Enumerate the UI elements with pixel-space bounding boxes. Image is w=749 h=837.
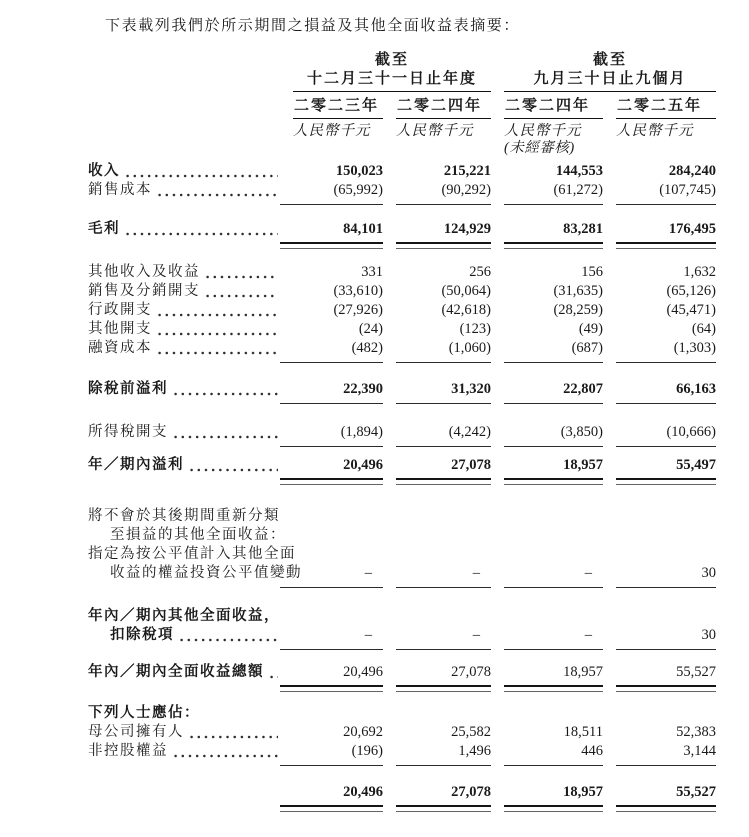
value-cell-row6-col1 [383,282,491,301]
value: (1,060) [448,340,491,356]
value: (1,303) [673,340,716,356]
value: 156 [581,264,603,280]
dot-leader [204,268,278,282]
value: (50,064) [441,283,491,299]
value-cell-row7-col2 [491,301,603,320]
value-cell-row7-col0 [280,301,383,320]
value-cell-row18-col2 [491,564,603,583]
value-cell-row22-col0 [280,663,383,682]
value-cell-row18-col3 [603,564,716,583]
value: 55,527 [676,784,716,800]
value-cell-row11-col1 [383,380,491,399]
value-cell-row1-col3 [603,181,716,200]
value: (33,610) [333,283,383,299]
value: – [364,627,372,643]
row-label-cell [88,704,280,723]
value: (42,618) [441,302,491,318]
dot-leader [188,461,278,475]
period-group-interim [504,51,716,92]
value-cell-row22-col2 [491,663,603,682]
row-label: 指定為按公平值計入其他全面 [88,546,296,562]
dot-leader [156,344,278,358]
dot-leader [124,225,278,239]
dot-leader [124,167,278,181]
dot-leader [156,186,278,200]
value-cell-row20-col2 [491,626,603,645]
value-cell-row1-col1 [383,181,491,200]
table-row [88,704,749,723]
row-label: 下列人士應佔： [88,705,200,721]
value-cell-row7-col1 [383,301,491,320]
table-row [88,380,749,399]
value-cell-row0-col2 [491,162,603,181]
unaudited-note: (未經審核) [504,140,575,156]
value: – [364,565,372,581]
value: (1,894) [340,424,383,440]
row-label: 非控股權益 [88,743,168,759]
value-cell-row0-col1 [383,162,491,181]
year-header-2024: 二零二四年 [396,92,491,119]
value: – [584,627,592,643]
row-label: 年內／期內其他全面收益， [88,608,280,624]
row-label: 除稅前溢利 [88,381,168,397]
row-label-cell [88,301,280,320]
value: 18,957 [563,664,603,680]
value-cell-row20-col3 [603,626,716,645]
value-cell-row8-col1 [383,320,491,339]
row-label: 至損益的其他全面收益： [110,527,286,543]
unit-label-3: 人民幣千元 [504,123,582,139]
value: 150,023 [335,163,383,179]
table-row [88,263,749,282]
value-cell-row8-col0 [280,320,383,339]
value-cell-row13-col2 [491,423,603,442]
unit-label-1: 人民幣千元 [293,123,371,139]
value-cell-row3-col1 [383,220,491,239]
row-label: 銷售成本 [88,182,152,198]
value: 3,144 [683,743,716,759]
value: 18,511 [563,724,603,740]
row-label-cell [88,456,280,475]
value-cell-row15-col3 [603,456,716,475]
row-label-cell [88,423,280,442]
row-label: 收益的權益投資公平值變動 [110,565,302,581]
value: 331 [361,264,383,280]
value: 446 [581,743,603,759]
row-label-cell [88,162,280,181]
period-group-annual [293,51,491,92]
value: 18,957 [563,784,603,800]
value-cell-row25-col0 [280,723,383,742]
value-cell-row0-col3 [603,162,716,181]
dot-leader [178,631,278,645]
value-cell-row15-col0 [280,456,383,475]
row-label: 收入 [88,163,120,179]
dot-leader [204,287,278,301]
value: 124,929 [443,221,491,237]
value-cell-row9-col0 [280,339,383,358]
value: (90,292) [441,182,491,198]
table-row [88,783,749,802]
row-label-cell [88,282,280,301]
table-row [88,723,749,742]
value: (28,259) [553,302,603,318]
value-cell-row11-col0 [280,380,383,399]
value: (10,666) [666,424,716,440]
value: (24) [358,321,383,337]
value-cell-row15-col1 [383,456,491,475]
value: 66,163 [676,381,716,397]
table-body [88,162,749,802]
table-row [88,339,749,358]
value-cell-row11-col3 [603,380,716,399]
unit-label-4: 人民幣千元 [616,123,694,139]
period-group-annual-line1: 截至 [374,52,409,68]
table-row [88,181,749,200]
value: (65,126) [666,283,716,299]
row-label: 母公司擁有人 [88,724,184,740]
value: 31,320 [451,381,491,397]
row-label: 所得稅開支 [88,424,168,440]
value: 215,221 [443,163,491,179]
year-header-2023: 二零二三年 [293,92,383,119]
table-row [88,663,749,682]
value: – [472,627,480,643]
value: 18,957 [563,457,603,473]
value: 52,383 [676,724,716,740]
value-cell-row28-col0 [280,783,383,802]
row-label-cell [88,320,280,339]
unit-label-2: 人民幣千元 [396,123,474,139]
table-row [88,282,749,301]
value-cell-row5-col3 [603,263,716,282]
row-label: 年內／期內全面收益總額 [88,664,264,680]
value-cell-row6-col2 [491,282,603,301]
value-cell-row22-col3 [603,663,716,682]
row-spacer [88,200,749,220]
row-spacer [88,645,749,663]
value: (482) [351,340,383,356]
dot-leader [172,747,278,761]
row-label-cell [88,507,286,545]
table-row [88,545,749,583]
period-group-interim-line1: 截至 [592,52,627,68]
value: (123) [459,321,491,337]
value: – [584,565,592,581]
value-cell-row5-col1 [383,263,491,282]
dot-leader [172,428,278,442]
value-cell-row7-col3 [603,301,716,320]
row-label-cell [88,380,280,399]
row-label-cell [88,181,280,200]
table-row [88,162,749,181]
row-label: 扣除稅項 [110,627,174,643]
value-cell-row11-col2 [491,380,603,399]
value: 55,497 [676,457,716,473]
value: 25,582 [451,724,491,740]
table-row [88,742,749,761]
value-cell-row13-col1 [383,423,491,442]
value: (4,242) [448,424,491,440]
row-label: 其他開支 [88,321,152,337]
row-label: 將不會於其後期間重新分類 [88,508,280,524]
value: 27,078 [451,784,491,800]
value-cell-row26-col1 [383,742,491,761]
value: 30 [701,627,716,643]
value-cell-row8-col2 [491,320,603,339]
value-cell-row18-col1 [383,564,491,583]
value: 83,281 [563,221,603,237]
table-row [88,423,749,442]
value: 55,527 [676,664,716,680]
value: 1,632 [683,264,716,280]
value: 20,496 [343,784,383,800]
value-cell-row3-col2 [491,220,603,239]
value-cell-row5-col2 [491,263,603,282]
value: (687) [571,340,603,356]
table-header [88,51,749,157]
value-cell-row13-col3 [603,423,716,442]
value-cell-row1-col0 [280,181,383,200]
value-cell-row26-col0 [280,742,383,761]
row-label-cell [88,263,280,282]
value-cell-row8-col3 [603,320,716,339]
value: (61,272) [553,182,603,198]
table-row [88,301,749,320]
table-row [88,220,749,239]
value-cell-row25-col3 [603,723,716,742]
value: 22,807 [563,381,603,397]
row-label-cell [88,545,302,583]
value: (107,745) [659,182,716,198]
period-group-interim-line2: 九月三十日止九個月 [533,71,687,87]
value-cell-row26-col3 [603,742,716,761]
value-cell-row18-col0 [280,564,383,583]
value: 20,496 [343,457,383,473]
value-cell-row20-col1 [383,626,491,645]
table-row [88,607,749,645]
value: 284,240 [668,163,716,179]
row-label: 融資成本 [88,340,152,356]
value-cell-row13-col0 [280,423,383,442]
value: 84,101 [343,221,383,237]
row-label-cell [88,663,280,682]
value: 30 [701,565,716,581]
value: 20,692 [343,724,383,740]
value-cell-row9-col2 [491,339,603,358]
value: (3,850) [560,424,603,440]
row-label: 行政開支 [88,302,152,318]
value-cell-row20-col0 [280,626,383,645]
value: (31,635) [553,283,603,299]
row-label-cell [88,339,280,358]
value-cell-row5-col0 [280,263,383,282]
dot-leader [172,385,278,399]
year-header-2024-interim: 二零二四年 [504,92,603,119]
table-row [88,507,749,545]
value-cell-row9-col1 [383,339,491,358]
value-cell-row25-col1 [383,723,491,742]
value-cell-row6-col3 [603,282,716,301]
dot-leader [268,668,278,682]
dot-leader [188,728,278,742]
row-label: 銷售及分銷開支 [88,283,200,299]
value: – [472,565,480,581]
value: (49) [578,321,603,337]
value: 256 [469,264,491,280]
value-cell-row26-col2 [491,742,603,761]
value: (27,926) [333,302,383,318]
value: 27,078 [451,664,491,680]
row-label-cell [88,723,280,742]
value: (45,471) [666,302,716,318]
value-cell-row9-col3 [603,339,716,358]
year-header-2025-interim: 二零二五年 [616,92,716,119]
value-cell-row3-col0 [280,220,383,239]
value: 176,495 [668,221,716,237]
dot-leader [156,306,278,320]
row-label-cell [88,742,280,761]
value: 1,496 [458,743,491,759]
value-cell-row28-col1 [383,783,491,802]
dot-leader [156,325,278,339]
value: 27,078 [451,457,491,473]
row-label: 其他收入及收益 [88,264,200,280]
value-cell-row0-col0 [280,162,383,181]
table-row [88,320,749,339]
row-label: 毛利 [88,221,120,237]
value-cell-row3-col3 [603,220,716,239]
value-cell-row6-col0 [280,282,383,301]
value: (65,992) [333,182,383,198]
value: 20,496 [343,664,383,680]
value-cell-row22-col1 [383,663,491,682]
value: (64) [691,321,716,337]
value: 22,390 [343,381,383,397]
row-label-cell [88,220,280,239]
value: 144,553 [555,163,603,179]
value-cell-row15-col2 [491,456,603,475]
period-group-annual-line2: 十二月三十一日止年度 [306,71,477,87]
value-cell-row25-col2 [491,723,603,742]
row-spacer [88,442,749,456]
row-label: 年／期內溢利 [88,457,184,473]
table-row [88,456,749,475]
value-cell-row28-col2 [491,783,603,802]
intro-text: 下表載列我們於所示期間之損益及其他全面收益表摘要： [105,18,521,34]
row-label-cell [88,607,280,645]
value: (196) [351,743,383,759]
value-cell-row28-col3 [603,783,716,802]
value-cell-row1-col2 [491,181,603,200]
